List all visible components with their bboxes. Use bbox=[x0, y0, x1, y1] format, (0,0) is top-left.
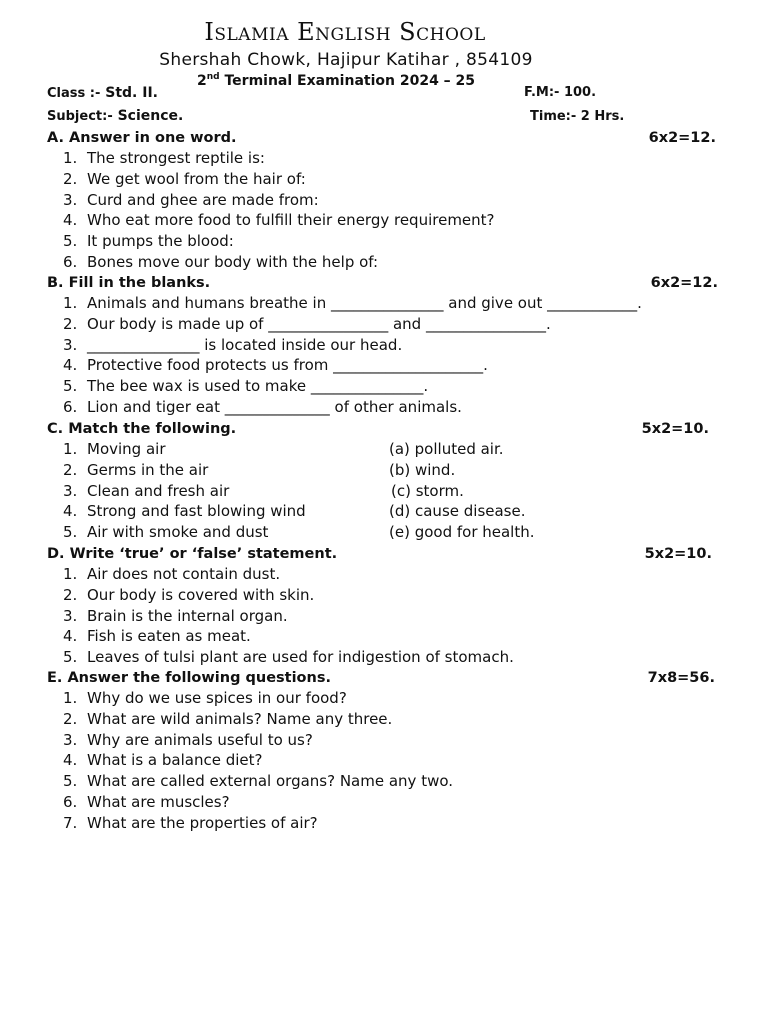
section-header bbox=[47, 544, 722, 564]
question-text: What are wild animals? Name any three. bbox=[87, 709, 393, 728]
question-item: 3. Curd and ghee are made from: bbox=[63, 190, 319, 209]
section-a bbox=[47, 128, 722, 273]
subject-label: Subject:- bbox=[47, 109, 113, 124]
question-text: Air does not contain dust. bbox=[87, 565, 281, 583]
question-item: 1. The strongest reptile is: bbox=[63, 149, 265, 167]
section-title: C. Match the following. bbox=[47, 421, 237, 437]
match-right: (b) wind. bbox=[389, 460, 456, 479]
question-text: Animals and humans breathe in _______________ and give out ____________. bbox=[87, 294, 642, 312]
question-text: Who eat more food to fulfill their energy requirement? bbox=[87, 211, 495, 230]
section-c bbox=[47, 419, 722, 543]
question-text: What is a balance diet? bbox=[87, 751, 263, 770]
section-e bbox=[47, 668, 722, 834]
section-marks: 5x2=10. bbox=[641, 421, 709, 437]
question-text: The bee wax is used to make _______________. bbox=[87, 377, 429, 396]
question-item: 7. What are the properties of air? bbox=[63, 813, 318, 832]
question-item: 1. Animals and humans breathe in _______________ and give out ____________. bbox=[63, 294, 642, 312]
question-item: 1. Air does not contain dust. bbox=[63, 565, 281, 583]
question-list bbox=[47, 148, 722, 273]
section-header bbox=[47, 668, 722, 688]
match-right: (d) cause disease. bbox=[389, 502, 526, 521]
school-name: Islamia English School bbox=[204, 18, 486, 46]
match-row: 4. Strong and fast blowing wind (d) cause disease. bbox=[63, 502, 526, 521]
question-text: It pumps the blood: bbox=[87, 232, 234, 251]
section-title: D. Write ‘true’ or ‘false’ statement. bbox=[47, 546, 338, 562]
section-header bbox=[47, 273, 722, 293]
question-text: Why do we use spices in our food? bbox=[87, 689, 347, 707]
question-list bbox=[47, 564, 722, 668]
match-left: Germs in the air bbox=[87, 460, 209, 479]
exam-ordinal: 2 bbox=[197, 73, 207, 89]
match-right: (e) good for health. bbox=[389, 523, 535, 542]
question-text: Why are animals useful to us? bbox=[87, 730, 313, 749]
class-label: Class :- bbox=[47, 86, 101, 101]
question-item: 3. _______________ is located inside our head. bbox=[63, 335, 403, 354]
question-item: 6. Bones move our body with the help of: bbox=[63, 252, 379, 271]
section-b bbox=[47, 273, 722, 418]
exam-ordinal-suffix: nd bbox=[206, 72, 220, 82]
question-text: Protective food protects us from ____________________. bbox=[87, 356, 488, 375]
question-item: 4. Protective food protects us from ____________________. bbox=[63, 356, 488, 375]
question-item: 4. Who eat more food to fulfill their energy requirement? bbox=[63, 211, 495, 230]
match-left: Moving air bbox=[87, 440, 166, 458]
question-item: 6. Lion and tiger eat ______________ of other animals. bbox=[63, 397, 462, 416]
section-title: A. Answer in one word. bbox=[47, 130, 237, 146]
question-text: Our body is made up of ________________ and ________________. bbox=[87, 314, 551, 333]
section-marks: 5x2=10. bbox=[644, 546, 712, 562]
match-left: Strong and fast blowing wind bbox=[87, 502, 306, 521]
question-text: Lion and tiger eat ______________ of other animals. bbox=[87, 397, 462, 416]
question-text: Our body is covered with skin. bbox=[87, 585, 315, 604]
match-list bbox=[47, 439, 722, 543]
section-title: E. Answer the following questions. bbox=[47, 670, 331, 686]
match-row: 3. Clean and fresh air (c) storm. bbox=[63, 481, 464, 500]
match-right: (c) storm. bbox=[391, 481, 464, 500]
subject-value: Science. bbox=[112, 108, 184, 124]
section-d bbox=[47, 544, 722, 668]
question-text: What are muscles? bbox=[87, 792, 230, 811]
question-text: Bones move our body with the help of: bbox=[87, 252, 379, 271]
section-marks: 7x8=56. bbox=[647, 670, 715, 686]
question-text: Curd and ghee are made from: bbox=[87, 190, 319, 209]
question-list bbox=[47, 688, 722, 834]
question-item: 3. Brain is the internal organ. bbox=[63, 606, 288, 625]
question-text: We get wool from the hair of: bbox=[87, 169, 306, 188]
question-item: 2. We get wool from the hair of: bbox=[63, 169, 306, 188]
match-row: 1. Moving air (a) polluted air. bbox=[63, 440, 504, 458]
match-row: 2. Germs in the air (b) wind. bbox=[63, 460, 456, 479]
question-list bbox=[47, 293, 722, 418]
question-item: 2. Our body is made up of ________________ and ________________. bbox=[63, 314, 551, 333]
question-item: 5. The bee wax is used to make _______________. bbox=[63, 377, 429, 396]
match-left: Clean and fresh air bbox=[87, 481, 230, 500]
school-address: Shershah Chowk, Hajipur Katihar , 854109 bbox=[159, 50, 533, 70]
question-text: What are called external organs? Name any two. bbox=[87, 772, 454, 791]
time-allowed: Time:- 2 Hrs. bbox=[530, 109, 625, 124]
section-title: B. Fill in the blanks. bbox=[47, 275, 211, 291]
question-item: 1. Why do we use spices in our food? bbox=[63, 689, 347, 707]
question-item: 6. What are muscles? bbox=[63, 792, 230, 811]
section-marks: 6x2=12. bbox=[648, 130, 716, 146]
exam-title bbox=[197, 72, 475, 89]
question-text: What are the properties of air? bbox=[87, 813, 318, 832]
question-text: Brain is the internal organ. bbox=[87, 606, 288, 625]
question-text: Fish is eaten as meat. bbox=[87, 627, 251, 646]
question-item: 5. What are called external organs? Name any two. bbox=[63, 772, 454, 791]
question-item: 5. Leaves of tulsi plant are used for indigestion of stomach. bbox=[63, 648, 514, 667]
exam-title-text: Terminal Examination 2024 – 25 bbox=[219, 73, 476, 89]
section-marks: 6x2=12. bbox=[650, 275, 718, 291]
question-item: 2. Our body is covered with skin. bbox=[63, 585, 315, 604]
class-line bbox=[47, 85, 158, 101]
question-item: 2. What are wild animals? Name any three. bbox=[63, 709, 393, 728]
full-marks: F.M:- 100. bbox=[524, 85, 597, 100]
question-item: 5. It pumps the blood: bbox=[63, 232, 234, 251]
section-header bbox=[47, 128, 722, 148]
question-text: Leaves of tulsi plant are used for indigestion of stomach. bbox=[87, 648, 514, 667]
match-left: Air with smoke and dust bbox=[87, 523, 269, 542]
section-header bbox=[47, 419, 722, 439]
question-item: 4. Fish is eaten as meat. bbox=[63, 627, 251, 646]
match-right: (a) polluted air. bbox=[389, 440, 504, 458]
question-text: _______________ is located inside our head. bbox=[87, 335, 403, 354]
match-row: 5. Air with smoke and dust (e) good for health. bbox=[63, 523, 535, 542]
subject-line bbox=[47, 108, 183, 124]
question-item: 4. What is a balance diet? bbox=[63, 751, 263, 770]
question-text: The strongest reptile is: bbox=[87, 149, 265, 167]
class-value: Std. II. bbox=[100, 85, 158, 101]
question-item: 3. Why are animals useful to us? bbox=[63, 730, 313, 749]
